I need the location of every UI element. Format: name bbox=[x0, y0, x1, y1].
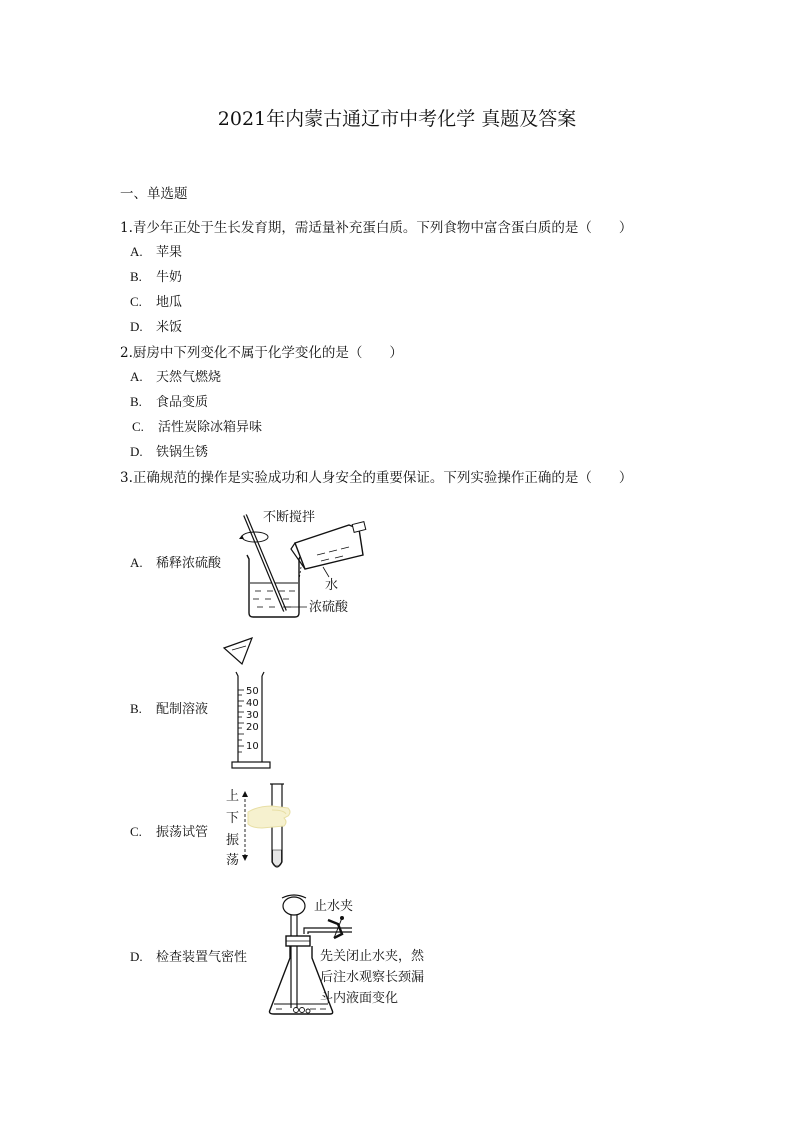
figure-test-tube bbox=[222, 780, 302, 880]
tick-20: 20 bbox=[246, 722, 259, 733]
label-shake-1: 振 bbox=[226, 833, 240, 848]
note-line-2: 后注水观察长颈漏 bbox=[320, 970, 425, 985]
q3-option-d[interactable]: D. 检查装置气密性 bbox=[130, 949, 248, 965]
q1-option-b[interactable]: B. 牛奶 bbox=[130, 269, 183, 285]
note-line-1: 先关闭止水夹，然 bbox=[320, 949, 425, 964]
q1-option-a[interactable]: A. 苹果 bbox=[130, 244, 183, 260]
label-up: 上 bbox=[226, 789, 240, 804]
figure-cylinder bbox=[222, 634, 282, 774]
question-2-stem: 2.厨房中下列变化不属于化学变化的是（ ） bbox=[120, 345, 403, 361]
figure-dilute-acid bbox=[225, 505, 405, 620]
q2-option-c[interactable]: C. 活性炭除冰箱异味 bbox=[132, 419, 263, 435]
label-water: 水 bbox=[325, 578, 339, 593]
note-line-3: 斗内液面变化 bbox=[320, 991, 399, 1006]
label-down: 下 bbox=[226, 811, 240, 826]
tick-40: 40 bbox=[246, 698, 259, 709]
q1-option-c[interactable]: C. 地瓜 bbox=[130, 294, 183, 310]
q2-option-d[interactable]: D. 铁锅生锈 bbox=[130, 444, 209, 460]
q3-option-a[interactable]: A. 稀释浓硫酸 bbox=[130, 555, 222, 571]
label-clamp: 止水夹 bbox=[314, 899, 354, 914]
page-title: 2021年内蒙古通辽市中考化学 真题及答案 bbox=[217, 108, 577, 130]
tick-10: 10 bbox=[246, 741, 259, 752]
question-3-stem: 3.正确规范的操作是实验成功和人身安全的重要保证。下列实验操作正确的是（ ） bbox=[120, 470, 633, 486]
tick-30: 30 bbox=[246, 710, 259, 721]
figure-airtightness bbox=[262, 890, 452, 1020]
q3-option-b[interactable]: B. 配制溶液 bbox=[130, 701, 209, 717]
label-shake-2: 荡 bbox=[226, 853, 240, 868]
label-stir: 不断搅拌 bbox=[263, 510, 316, 525]
question-1-stem: 1.青少年正处于生长发育期，需适量补充蛋白质。下列食物中富含蛋白质的是（ ） bbox=[120, 220, 633, 236]
label-acid: 浓硫酸 bbox=[309, 600, 349, 615]
section-heading: 一、单选题 bbox=[120, 186, 188, 202]
q2-option-b[interactable]: B. 食品变质 bbox=[130, 394, 209, 410]
q2-option-a[interactable]: A. 天然气燃烧 bbox=[130, 369, 222, 385]
q1-option-d[interactable]: D. 米饭 bbox=[130, 319, 183, 335]
tick-50: 50 bbox=[246, 686, 259, 697]
q3-option-c[interactable]: C. 振荡试管 bbox=[130, 824, 209, 840]
